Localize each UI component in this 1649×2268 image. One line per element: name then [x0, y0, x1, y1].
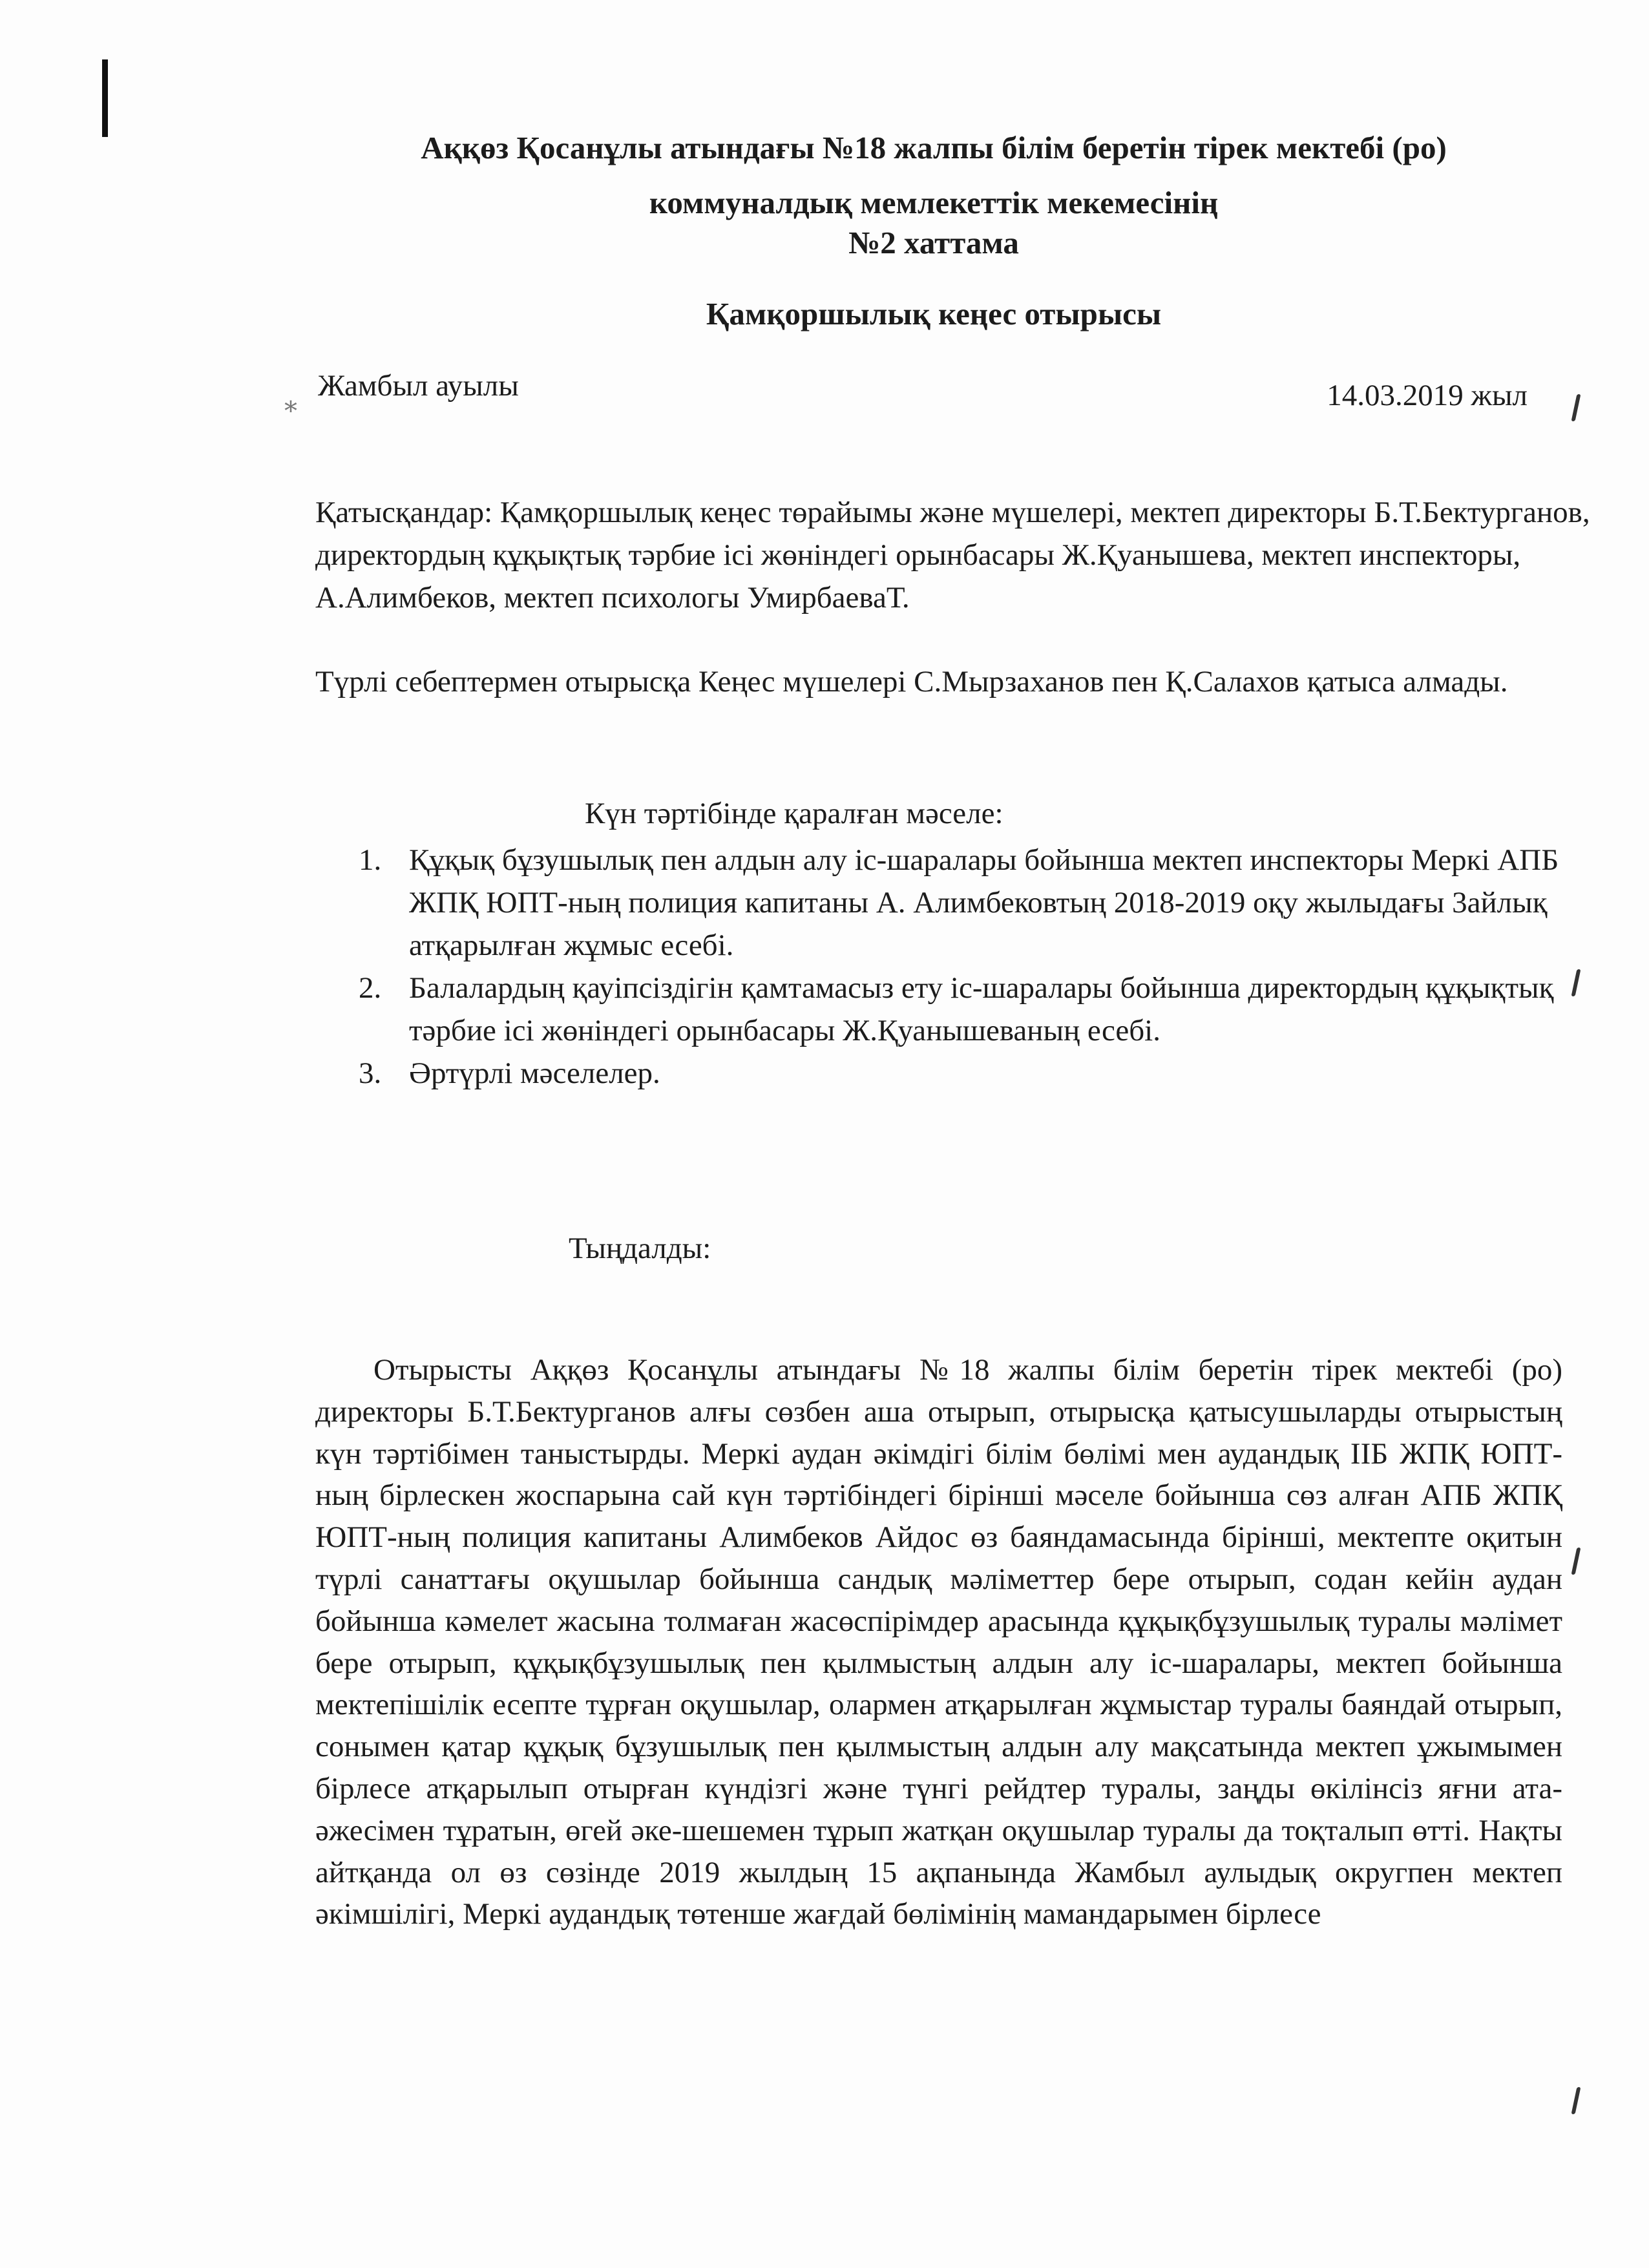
- listened-heading: Тыңдалды:: [569, 1232, 711, 1265]
- header-line-3: №2 хаттама: [848, 225, 1019, 260]
- agenda-item-text: Әртүрлі мәселелер.: [409, 1056, 660, 1090]
- document-title: Қамқоршылық кеңес отырысы: [706, 296, 1162, 331]
- listened-paragraph: Отырысты Аққөз Қосанұлы атындағы №18 жалпы білім беретін тірек мектебі (ро) директоры Б.Т.Бектурганов алғы сөзбен аша отырып, отырысқа қатысушыларды отырыстың күн тәртібімен таныстырды. Меркі аудан әкімдігі білім бөлімі мен аудандық ІІБ ЖПҚ ЮПТ-ның бірлескен жоспарына сай күн тәртібіндегі бірінші мәселе бойынша сөз алған АПБ ЖПҚ ЮПТ-ның полиция капитаны Алимбеков Айдос өз баяндамасында бірінші, мектепте оқитын түрлі санаттағы оқушылар бойынша сандық мәліметтер бере отырып, содан кейін аудан бойынша кәмелет жасына толмаған жасөспірімдер арасында құқықбұзушылық туралы мәлімет бере отырып, құқықбұзушылық пен қылмыстың алдын алу іс-шаралары, мектеп бойынша мектепішілік есепте тұрған оқушылар, олармен атқарылған жұмыстар туралы баяндай отырып, сонымен қатар құқық бұзушылық пен қылмыстың алдын алу мақсатында мектеп ұжымымен бірлесе атқарылып отырған күндізгі және түнгі рейдтер туралы, заңды өкілінсіз яғни ата-әжесімен тұратын, өгей әке-шешемен тұрып жатқан оқушылар туралы да тоқталып өтті. Нақты айтқанда ол өз сөзінде 2019 жылдың 15 ақпанында Жамбыл аулыдық округпен мектеп әкімшілігі, Меркі аудандық төтенше жағдай бөлімінің мамандарымен бірлесе: [315, 1353, 1562, 1931]
- margin-tick-mark: [1571, 1548, 1581, 1575]
- margin-tick-mark: [1571, 394, 1581, 421]
- agenda-item: [359, 839, 1573, 967]
- agenda-heading: Күн тәртібінде қаралған мәселе:: [585, 797, 1003, 830]
- absentees-paragraph: Түрлі себептермен отырысқа Кеңес мүшелері С.Мырзаханов пен Қ.Салахов қатыса алмады.: [315, 665, 1508, 698]
- agenda-item-text: Құқық бұзушылық пен алдын алу іс-шаралары бойынша мектеп инспекторы Меркі АПБ ЖПҚ ЮПТ-ның полиция капитаны А. Алимбековтың 2018-2019 оқу жылыдағы 3айлық атқарылған жұмыс есебі.: [409, 843, 1559, 962]
- scan-speck: ⁎: [284, 388, 297, 417]
- agenda-item: [359, 967, 1573, 1052]
- agenda-item-text: Балалардың қауіпсіздігін қамтамасыз ету іс-шаралары бойынша директордың құқықтық тәрбие ісі жөніндегі орынбасары Ж.Қуанышеваның есебі.: [409, 971, 1554, 1047]
- margin-tick-mark: [1571, 2087, 1581, 2114]
- header-line-1: Аққөз Қосанұлы атындағы №18 жалпы білім беретін тірек мектебі (ро): [421, 130, 1447, 165]
- agenda-item: [359, 1052, 1573, 1095]
- agenda-item-number: 1.: [359, 843, 382, 877]
- document-date: 14.03.2019 жыл: [1327, 379, 1528, 412]
- place-name: Жамбыл ауылы: [318, 369, 519, 403]
- scan-edge-mark: [102, 59, 108, 137]
- agenda-item-number: 2.: [359, 971, 382, 1005]
- agenda-list: [359, 839, 1573, 1095]
- header-line-2: коммуналдық мемлекеттік мекемесінің: [649, 185, 1219, 220]
- agenda-item-number: 3.: [359, 1056, 382, 1090]
- attendees-paragraph: Қатысқандар: Қамқоршылық кеңес төрайымы және мүшелері, мектеп директоры Б.Т.Бектурганов, директордың құқықтық тәрбие ісі жөніндегі орынбасары Ж.Қуанышева, мектеп инспекторы, А.Алимбеков, мектеп психологы УмирбаеваТ.: [315, 496, 1590, 614]
